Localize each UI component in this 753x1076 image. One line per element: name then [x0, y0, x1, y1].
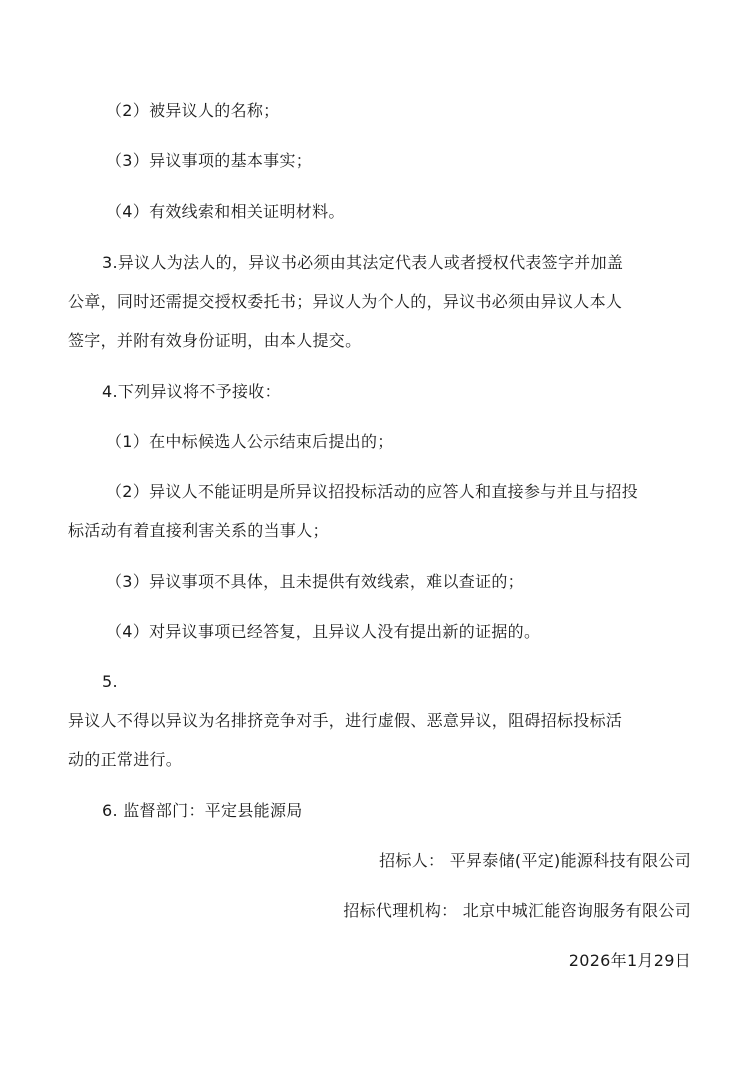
section-4-heading: 4.下列异议将不予接收：	[102, 382, 281, 401]
section-5-number: 5.	[102, 672, 118, 691]
item-4-text: （4）有效线索和相关证明材料。	[106, 202, 345, 221]
section-4-item-4: （4）对异议事项已经答复，且异议人没有提出新的证据的。	[106, 622, 541, 641]
section-4-item-2-line-2: 标活动有着直接利害关系的当事人；	[68, 521, 329, 540]
document-date: 2026年1月29日	[568, 951, 691, 970]
item-3-text: （3）异议事项的基本事实；	[106, 151, 313, 170]
section-3-line-3: 签字，并附有效身份证明，由本人提交。	[68, 331, 362, 350]
item-2-text: （2）被异议人的名称；	[106, 101, 280, 120]
section-3-line-1: 3.异议人为法人的，异议书必须由其法定代表人或者授权代表签字并加盖	[102, 253, 624, 272]
section-5-line-2: 动的正常进行。	[68, 750, 183, 769]
section-3-line-2: 公章，同时还需提交授权委托书；异议人为个人的，异议书必须由异议人本人	[68, 292, 623, 311]
tenderer-signature: 招标人： 平昇泰储(平定)能源科技有限公司	[379, 851, 691, 870]
agency-signature: 招标代理机构： 北京中城汇能咨询服务有限公司	[343, 901, 691, 920]
section-4-item-1: （1）在中标候选人公示结束后提出的；	[106, 432, 394, 451]
section-4-item-3: （3）异议事项不具体，且未提供有效线索，难以查证的；	[106, 572, 524, 591]
section-4-item-2-line-1: （2）异议人不能证明是所异议招投标活动的应答人和直接参与并且与招投	[106, 482, 639, 501]
section-6-supervisor: 6. 监督部门：平定县能源局	[102, 801, 303, 820]
section-5-line-1: 异议人不得以异议为名排挤竞争对手，进行虚假、恶意异议，阻碍招标投标活	[68, 711, 623, 730]
